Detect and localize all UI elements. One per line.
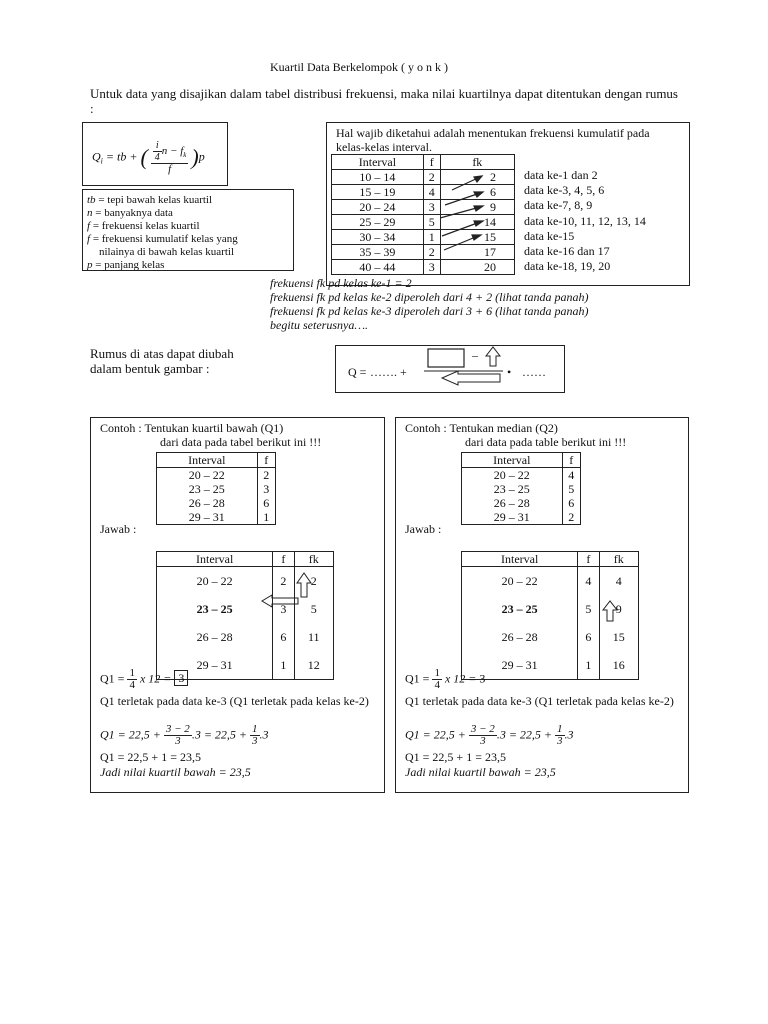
example-left-conclusion: Jadi nilai kuartil bawah = 23,5 (100, 765, 251, 779)
er-q1-num: 1 (434, 667, 440, 679)
example-right-jawab: Jawab : (405, 522, 442, 536)
info-cell-interval: 30 – 34 (332, 230, 424, 245)
el-q1-rest: x 12 = (139, 671, 172, 686)
header-cell: fk (599, 552, 638, 567)
info-cell-interval: 25 – 29 (332, 215, 424, 230)
table-cell: 12 (294, 651, 333, 680)
er-calc-num: 3 − 2 (470, 723, 495, 735)
table-cell: 20 – 22 (157, 468, 258, 483)
info-cell-fk: 9 (440, 200, 514, 215)
el-calc-b: .3 = 22,5 + (191, 727, 248, 742)
legend-text: = frekuensi kelas kuartil (90, 220, 200, 232)
el-q1-den: 4 (129, 679, 135, 691)
table-cell: 2 (294, 567, 333, 596)
header-cell: Interval (462, 453, 563, 468)
right-up-arrow-icon (603, 601, 617, 621)
example-right-title: Contoh : Tentukan median (Q2) (405, 421, 558, 435)
table-cell: 6 (273, 623, 294, 651)
er-calc-c: .3 (564, 727, 574, 742)
info-header-cell: Interval (332, 155, 424, 170)
table-cell: 2 (257, 468, 275, 483)
info-header-cell: f (423, 155, 440, 170)
er-calc-frac (469, 724, 497, 747)
formula-num-4: 4 (154, 152, 160, 163)
info-data-note: data ke-16 dan 17 (524, 244, 610, 259)
el-q1-label: Q1 = (100, 671, 125, 686)
header-cell: f (257, 453, 275, 468)
info-cell-interval: 10 – 14 (332, 170, 424, 185)
example-right-calc (405, 724, 574, 747)
el-calc-num2: 1 (252, 723, 258, 735)
info-heading: Hal wajib diketahui adalah menentukan frekuensi kumulatif pada kelas-kelas interval. (336, 126, 650, 154)
legend-text: = frekuensi kumulatif kelas yang (90, 233, 238, 245)
intro-paragraph: Untuk data yang disajikan dalam tabel distribusi frekuensi, maka nilai kuartilnya dapat ditentukan dengan rumus : (90, 86, 678, 116)
er-calc-b: .3 = 22,5 + (496, 727, 553, 742)
legend-symbol: p (87, 259, 93, 271)
er-q1-rest: x 12 = (444, 671, 477, 686)
example-left-subtitle: dari data pada tabel berikut ini !!! (160, 435, 322, 449)
info-cell-f: 2 (423, 170, 440, 185)
example-right-location: Q1 terletak pada data ke-3 (Q1 terletak pada kelas ke-2) (405, 694, 674, 708)
table-cell: 5 (578, 595, 599, 623)
formula-tb: tb (117, 149, 127, 164)
er-calc-num2: 1 (557, 723, 563, 735)
er-q1-den: 4 (434, 679, 440, 691)
header-cell: f (578, 552, 599, 567)
info-data-note: data ke-1 dan 2 (524, 168, 598, 182)
er-calc-frac2 (555, 724, 565, 747)
header-cell: fk (294, 552, 333, 567)
example-left-jawab: Jawab : (100, 522, 137, 536)
transform-q: Q = (348, 365, 367, 379)
table-cell: 20 – 22 (462, 567, 578, 596)
info-data-note: data ke-18, 19, 20 (524, 259, 611, 274)
example-right-q1-line (405, 668, 485, 691)
table-cell: 29 – 31 (462, 510, 563, 525)
table-cell: 3 (257, 482, 275, 496)
table-cell: 5 (562, 482, 580, 496)
example-left-location: Q1 terletak pada data ke-3 (Q1 terletak pada kelas ke-2) (100, 694, 369, 708)
table-cell: 20 – 22 (157, 567, 273, 596)
formula-p: p (198, 149, 205, 164)
example-right-subtitle: dari data pada table berikut ini !!! (465, 435, 627, 449)
info-cell-f: 3 (423, 200, 440, 215)
info-data-note: data ke-7, 8, 9 (524, 198, 593, 213)
info-cell-f: 5 (423, 215, 440, 230)
formula-num-i: i (153, 140, 162, 152)
table-cell: 11 (294, 623, 333, 651)
table-cell: 16 (599, 651, 638, 680)
el-calc-den: 3 (175, 735, 181, 747)
formula-num-k: k (183, 151, 187, 160)
fk-note: frekuensi fk pd kelas ke-1 = 2 (270, 276, 412, 290)
table-cell: 20 – 22 (462, 468, 563, 483)
example-left-title: Contoh : Tentukan kuartil bawah (Q1) (100, 421, 284, 435)
transform-line-1: Rumus di atas dapat diubah (90, 346, 234, 361)
transform-dots-1: ……. + (370, 365, 407, 379)
table-cell: 29 – 31 (462, 651, 578, 680)
el-calc-den2: 3 (252, 735, 258, 747)
info-cell-f: 1 (423, 230, 440, 245)
transform-line-2: dalam bentuk gambar : (90, 361, 210, 376)
er-q1-label: Q1 = (405, 671, 430, 686)
table-cell: 6 (562, 496, 580, 510)
transform-minus: – (472, 348, 478, 362)
table-cell: 6 (578, 623, 599, 651)
formula-paren-close: ) (191, 144, 199, 170)
el-calc-frac (164, 724, 192, 747)
transform-dots-2: …… (522, 365, 546, 379)
info-data-note: data ke-10, 11, 12, 13, 14 (524, 213, 646, 228)
formula-eq: = (105, 149, 115, 164)
table-cell: 9 (599, 595, 638, 623)
legend-symbol: f (87, 220, 91, 232)
info-cell-interval: 15 – 19 (332, 185, 424, 200)
info-cell-fk: 17 (440, 245, 514, 260)
formula-paren-open: ( (140, 144, 148, 170)
header-cell: f (562, 453, 580, 468)
table-cell: 1 (257, 510, 275, 525)
info-data-note: data ke-3, 4, 5, 6 (524, 183, 605, 198)
info-header-cell: fk (440, 155, 514, 170)
info-cell-fk: 20 (440, 260, 514, 275)
table-cell: 26 – 28 (462, 623, 578, 651)
el-q1-num: 1 (129, 667, 135, 679)
fk-note: frekuensi fk pd kelas ke-3 diperoleh dari 3 + 6 (lihat tanda panah) (270, 304, 589, 318)
table-cell: 1 (273, 651, 294, 680)
el-calc-frac2 (250, 724, 260, 747)
legend-symbol: f (87, 233, 91, 245)
table-cell: 26 – 28 (157, 623, 273, 651)
el-calc-c: .3 (259, 727, 269, 742)
er-calc-den2: 3 (557, 735, 563, 747)
legend-symbol: tb (87, 194, 96, 206)
fk-note: frekuensi fk pd kelas ke-2 diperoleh dari 4 + 2 (lihat tanda panah) (270, 290, 589, 304)
info-cell-f: 3 (423, 260, 440, 275)
info-cell-fk: 6 (440, 185, 514, 200)
table-cell: 23 – 25 (157, 482, 258, 496)
info-cell-f: 4 (423, 185, 440, 200)
table-cell: 4 (562, 468, 580, 483)
er-calc-den: 3 (480, 735, 486, 747)
table-cell: 6 (257, 496, 275, 510)
info-cell-fk: 15 (440, 230, 514, 245)
table-cell: 2 (273, 567, 294, 596)
table-cell: 15 (599, 623, 638, 651)
info-cell-f: 2 (423, 245, 440, 260)
er-q1-result: 3 (479, 671, 486, 686)
table-cell: 1 (578, 651, 599, 680)
header-cell: Interval (157, 552, 273, 567)
legend-text: nilainya di bawah kelas kuartil (99, 246, 235, 258)
table-cell: 29 – 31 (157, 510, 258, 525)
table-cell: 23 – 25 (157, 595, 273, 623)
el-calc-num: 3 − 2 (165, 723, 190, 735)
table-cell: 29 – 31 (157, 651, 273, 680)
table-cell: 4 (599, 567, 638, 596)
el-calc-a: Q1 = 22,5 + (100, 727, 161, 742)
table-cell: 23 – 25 (462, 482, 563, 496)
header-cell: f (273, 552, 294, 567)
fk-note: begitu seterusnya…. (270, 318, 368, 332)
table-cell: 5 (294, 595, 333, 623)
legend-text: = banyaknya data (92, 207, 173, 219)
info-cell-interval: 20 – 24 (332, 200, 424, 215)
info-cell-interval: 35 – 39 (332, 245, 424, 260)
formula-plus: + (129, 149, 138, 164)
formula-sub: i (100, 156, 103, 166)
table-cell: 26 – 28 (157, 496, 258, 510)
er-q1-frac (432, 668, 442, 691)
er-calc-a: Q1 = 22,5 + (405, 727, 466, 742)
table-cell: 3 (273, 595, 294, 623)
el-q1-result: 3 (174, 670, 188, 686)
info-cell-fk: 2 (440, 170, 514, 185)
header-cell: Interval (157, 453, 258, 468)
legend-text: = tepi bawah kelas kuartil (95, 194, 213, 206)
formula-den: f (168, 163, 172, 175)
info-data-note: data ke-15 (524, 228, 575, 243)
example-right-conclusion: Jadi nilai kuartil bawah = 23,5 (405, 765, 556, 779)
table-cell: 4 (578, 567, 599, 596)
legend-text: = panjang kelas (92, 259, 165, 271)
page-title: Kuartil Data Berkelompok ( y o n k ) (270, 60, 448, 74)
header-cell: Interval (462, 552, 578, 567)
formula-num-rest: n − f (161, 145, 184, 158)
table-cell: 26 – 28 (462, 496, 563, 510)
info-cell-interval: 40 – 44 (332, 260, 424, 275)
table-cell: 23 – 25 (462, 595, 578, 623)
formula-lhs: Q (92, 149, 101, 164)
example-left-calc (100, 724, 269, 747)
legend-symbol: n (87, 207, 93, 219)
example-left-line2: Q1 = 22,5 + 1 = 23,5 (100, 750, 201, 764)
info-cell-fk: 14 (440, 215, 514, 230)
table-cell: 2 (562, 510, 580, 525)
transform-dot: • (507, 365, 512, 379)
example-right-line2: Q1 = 22,5 + 1 = 23,5 (405, 750, 506, 764)
